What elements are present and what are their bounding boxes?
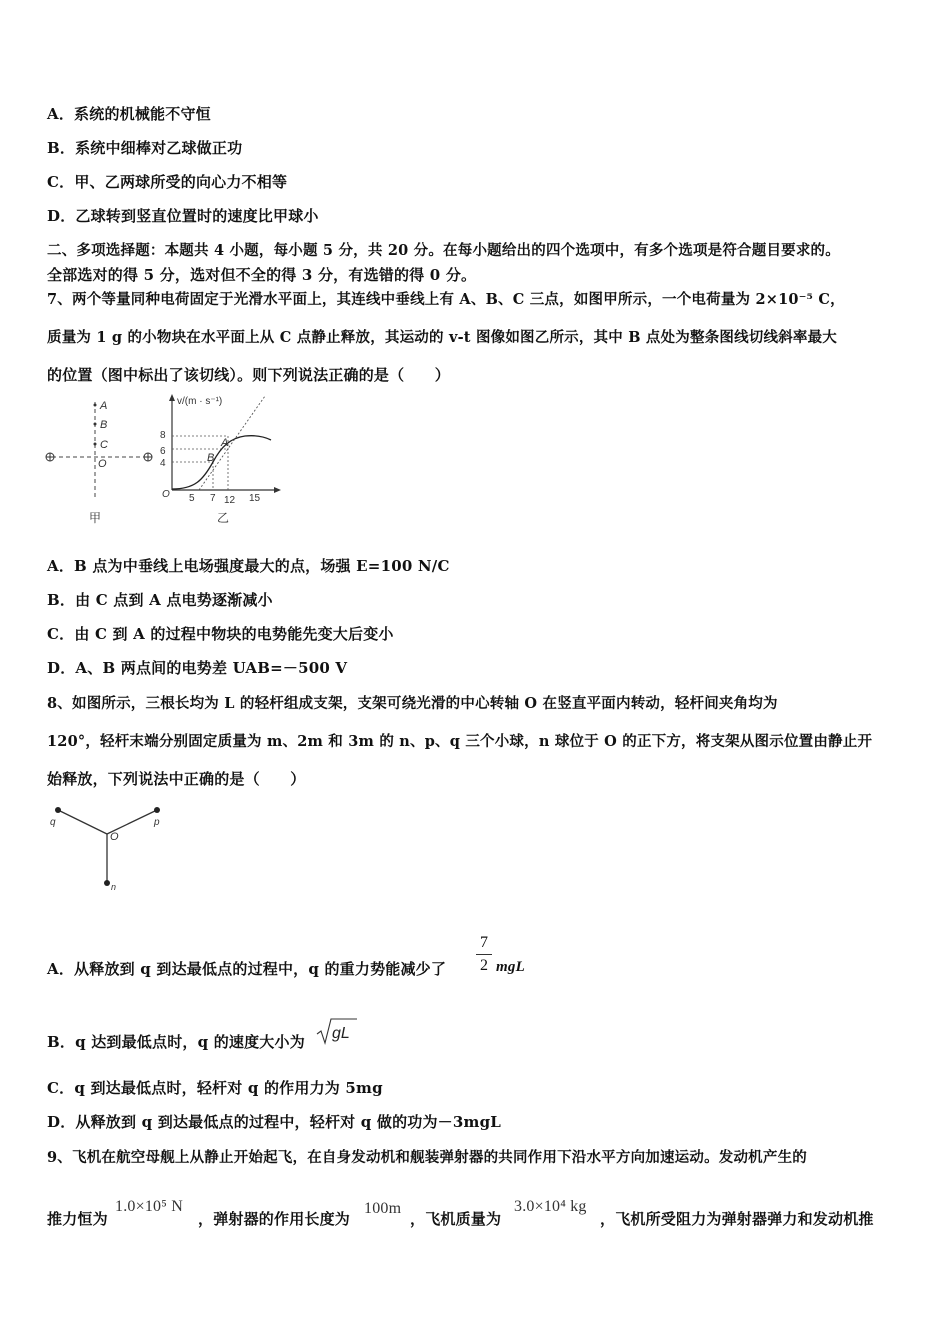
q6-option-a: A．系统的机械能不守恒 <box>47 105 211 123</box>
section2-line1: 二、多项选择题：本题共 4 小题，每小题 5 分，共 20 分。在每小题给出的四个选项中，有多个选项是符合题目要求的。 <box>47 242 840 259</box>
fraction-bar <box>476 954 492 955</box>
q8-option-d: D．从释放到 q 到达最低点的过程中，轻杆对 q 做的功为－3mgL <box>47 1113 502 1131</box>
yi-ytick-4: 4 <box>160 458 166 469</box>
q6-option-c: C．甲、乙两球所受的向心力不相等 <box>47 173 288 191</box>
yi-ylabel: v/(m · s⁻¹) <box>177 396 223 407</box>
q7-option-d: D．A、B 两点间的电势差 UAB=－500 V <box>47 659 348 677</box>
yi-origin: O <box>162 489 170 500</box>
jia-label-o: O <box>98 458 107 470</box>
jia-label-c: C <box>100 439 108 451</box>
q9-value-thrust: 1.0×10⁵ N <box>115 1198 183 1215</box>
q7-stem-line2: 质量为 1 g 的小物块在水平面上从 C 点静止释放，其运动的 v-t 图像如图乙所示，其中 B 点处为整条图线切线斜率最大 <box>47 329 837 346</box>
yi-ytick-6: 6 <box>160 446 166 457</box>
q8-label-o: O <box>110 831 119 843</box>
q9-value-length: 100m <box>364 1200 402 1217</box>
jia-caption: 甲 <box>89 511 102 525</box>
yi-ytick-8: 8 <box>160 430 166 441</box>
q9-seg-thrust: 推力恒为 <box>47 1210 108 1228</box>
q8-stem-line3: 始释放，下列说法中正确的是（ ） <box>47 770 306 788</box>
q8-label-q: q <box>50 817 56 828</box>
q9-seg-length: ，弹射器的作用长度为 <box>198 1210 351 1228</box>
q8-stem-line1: 8、如图所示，三根长均为 L 的轻杆组成支架，支架可绕光滑的中心转轴 O 在竖直平面内转动，轻杆间夹角均为 <box>47 695 778 712</box>
q9-seg-resistance: ，飞机所受阻力为弹射器弹力和发动机推 <box>600 1210 874 1228</box>
q8-option-b: B．q 达到最低点时，q 的速度大小为 <box>47 1033 305 1051</box>
sqrt-radicand: gL <box>332 1025 350 1042</box>
q7-stem-line1: 7、两个等量同种电荷固定于光滑水平面上，其连线中垂线上有 A、B、C 三点，如图甲所示，一个电荷量为 2×10⁻⁵ C， <box>47 291 845 308</box>
q9-seg-mass: ，飞机质量为 <box>410 1210 502 1228</box>
fraction-denominator: 2 <box>480 957 488 974</box>
q8-label-n: n <box>111 882 117 892</box>
q9-value-mass: 3.0×10⁴ kg <box>514 1198 587 1215</box>
q7-figure-yi <box>155 390 285 527</box>
q7-option-a: A．B 点为中垂线上电场强度最大的点，场强 E=100 N/C <box>47 557 450 575</box>
yi-xtick-12: 12 <box>224 495 236 506</box>
q8-stem-line2: 120°，轻杆末端分别固定质量为 m、2m 和 3m 的 n、p、q 三个小球，n 球位于 O 的正下方，将支架从图示位置由静止开 <box>47 733 873 750</box>
yi-xtick-5: 5 <box>189 493 195 504</box>
q9-stem-line1: 9、飞机在航空母舰上从静止开始起飞，在自身发动机和舰装弹射器的共同作用下沿水平方向加速运动。发动机产生的 <box>47 1149 807 1166</box>
q8-option-a-tail: mgL <box>496 959 525 975</box>
q7-figure-jia <box>40 392 160 527</box>
yi-point-a: A <box>221 437 229 449</box>
yi-caption: 乙 <box>217 511 230 525</box>
section2-line2: 全部选对的得 5 分，选对但不全的得 3 分，有选错的得 0 分。 <box>47 266 477 284</box>
fraction-7-2 <box>476 934 492 975</box>
yi-point-b: B <box>207 452 215 464</box>
q8-option-a: A．从释放到 q 到达最低点的过程中，q 的重力势能减少了 <box>47 960 447 978</box>
jia-label-b: B <box>100 419 108 431</box>
q8-label-p: p <box>154 817 160 828</box>
fraction-numerator: 7 <box>480 934 488 951</box>
q7-stem-line3: 的位置（图中标出了该切线）。则下列说法正确的是（ ） <box>47 366 450 384</box>
yi-xtick-15: 15 <box>249 493 261 504</box>
yi-xtick-7: 7 <box>210 493 216 504</box>
q6-option-b: B．系统中细棒对乙球做正功 <box>47 139 243 157</box>
q8-option-c: C．q 到达最低点时，轻杆对 q 的作用力为 5mg <box>47 1079 383 1097</box>
q7-option-c: C．由 C 到 A 的过程中物块的电势能先变大后变小 <box>47 625 394 643</box>
q8-figure-frame <box>44 798 184 898</box>
q7-option-b: B．由 C 点到 A 点电势逐渐减小 <box>47 591 273 609</box>
q6-option-d: D．乙球转到竖直位置时的速度比甲球小 <box>47 207 319 225</box>
jia-label-a: A <box>100 400 108 412</box>
sqrt-symbol <box>315 1016 360 1046</box>
